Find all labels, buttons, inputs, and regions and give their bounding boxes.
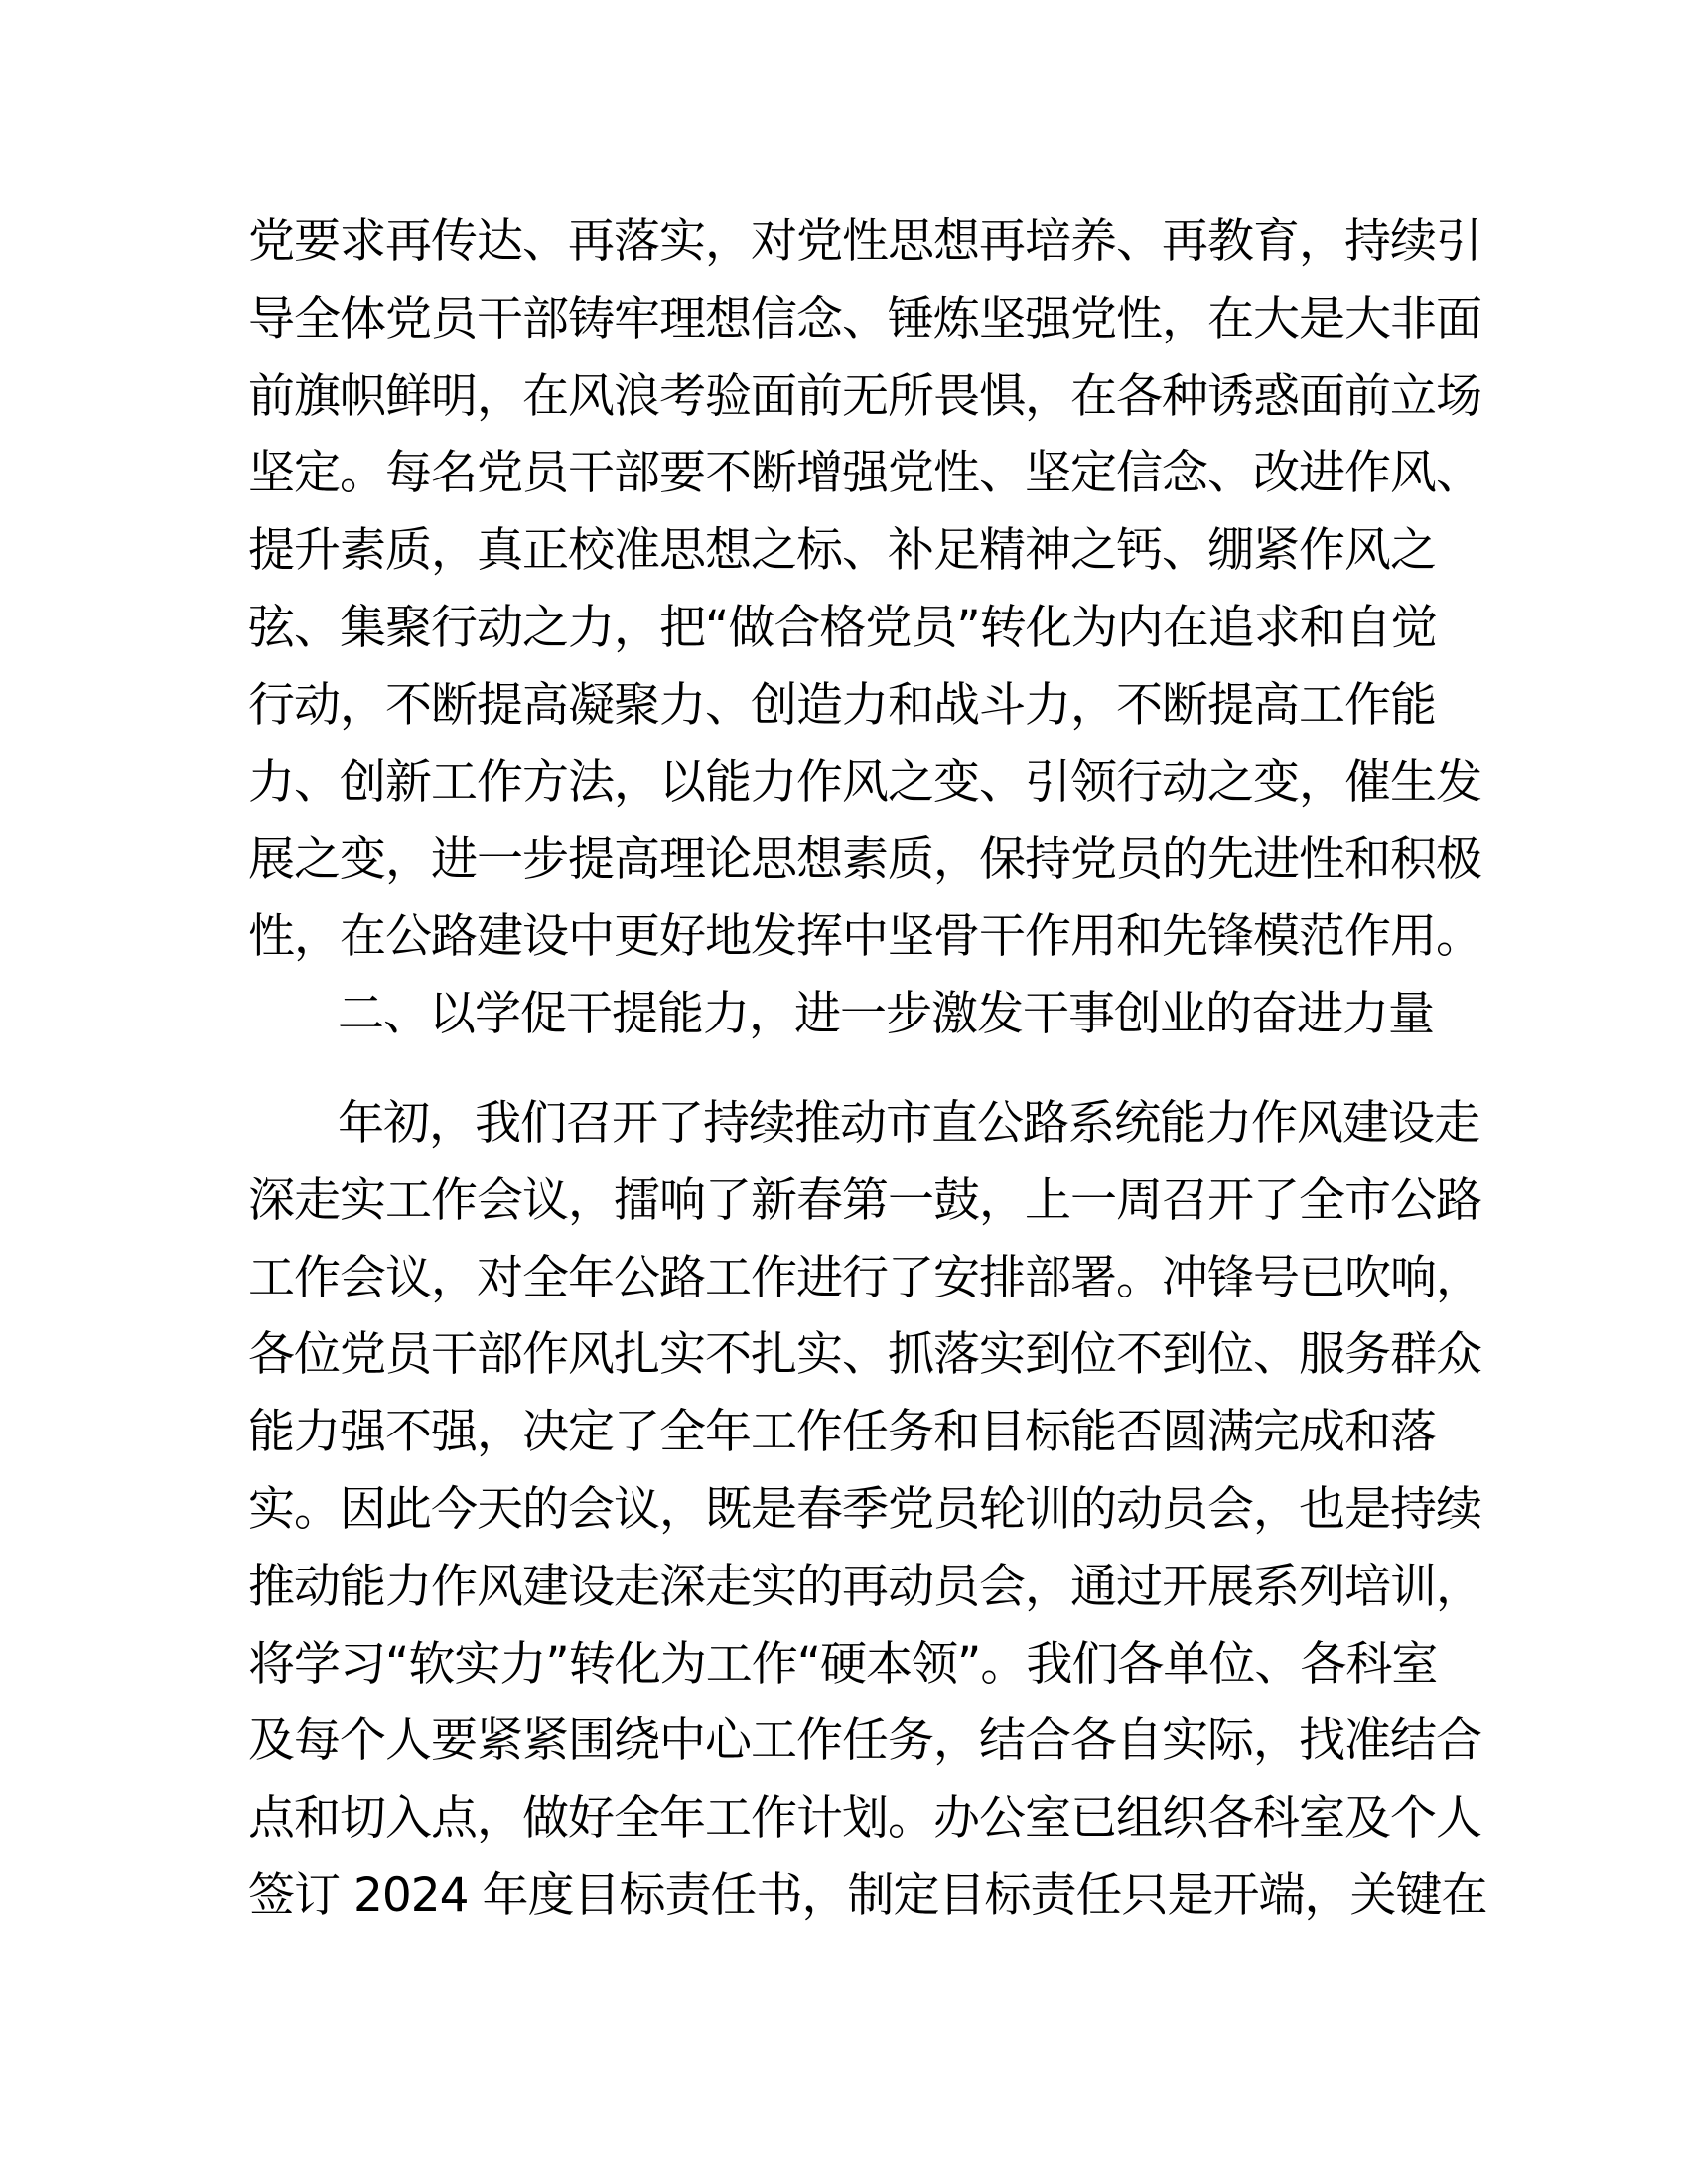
section-heading: 二、以学促干提能力，进一步激发干事创业的奋进力量 [338,987,1434,1041]
text-line: 展之变，进一步提高理论思想素质，保持党员的先进性和积极 [248,832,1481,887]
text-line: 前旗帜鲜明，在风浪考验面前无所畏惧，在各种诱惑面前立场 [248,369,1481,424]
text-line: 深走实工作会议，擂响了新春第一鼓，上一周召开了全市公路 [248,1173,1481,1228]
text-line: 能力强不强，决定了全年工作任务和目标能否圆满完成和落 [248,1405,1436,1459]
text-line: 提升素质，真正校准思想之标、补足精神之钙、绷紧作风之 [248,523,1436,578]
text-line: 推动能力作风建设走深走实的再动员会，通过开展系列培训， [248,1560,1481,1614]
text-line: 及每个人要紧紧围绕中心工作任务，结合各自实际，找准结合 [248,1713,1481,1768]
text-line: 点和切入点，做好全年工作计划。办公室已组织各科室及个人 [248,1791,1481,1845]
text-line: 将学习“软实力”转化为工作“硬本领”。我们各单位、各科室 [248,1637,1438,1692]
text-line: 各位党员干部作风扎实不扎实、抓落实到位不到位、服务群众 [248,1327,1481,1382]
text-line: 党要求再传达、再落实，对党性思想再培养、再教育，持续引 [248,214,1481,269]
text-line: 签订 2024 年度目标责任书，制定目标责任只是开端，关键在 [248,1868,1487,1923]
text-line: 弦、集聚行动之力，把“做合格党员”转化为内在追求和自觉 [248,601,1437,655]
text-line: 坚定。每名党员干部要不断增强党性、坚定信念、改进作风、 [248,446,1481,500]
text-line: 性，在公路建设中更好地发挥中坚骨干作用和先锋模范作用。 [248,909,1481,964]
text-line: 导全体党员干部铸牢理想信念、锤炼坚强党性，在大是大非面 [248,292,1481,346]
text-line: 力、创新工作方法，以能力作风之变、引领行动之变，催生发 [248,755,1481,810]
text-line: 实。因此今天的会议，既是春季党员轮训的动员会，也是持续 [248,1482,1481,1537]
paragraph-first-line: 年初，我们召开了持续推动市直公路系统能力作风建设走 [338,1096,1479,1151]
text-line: 工作会议，对全年公路工作进行了安排部署。冲锋号已吹响， [248,1251,1481,1305]
text-line: 行动，不断提高凝聚力、创造力和战斗力，不断提高工作能 [248,678,1436,733]
